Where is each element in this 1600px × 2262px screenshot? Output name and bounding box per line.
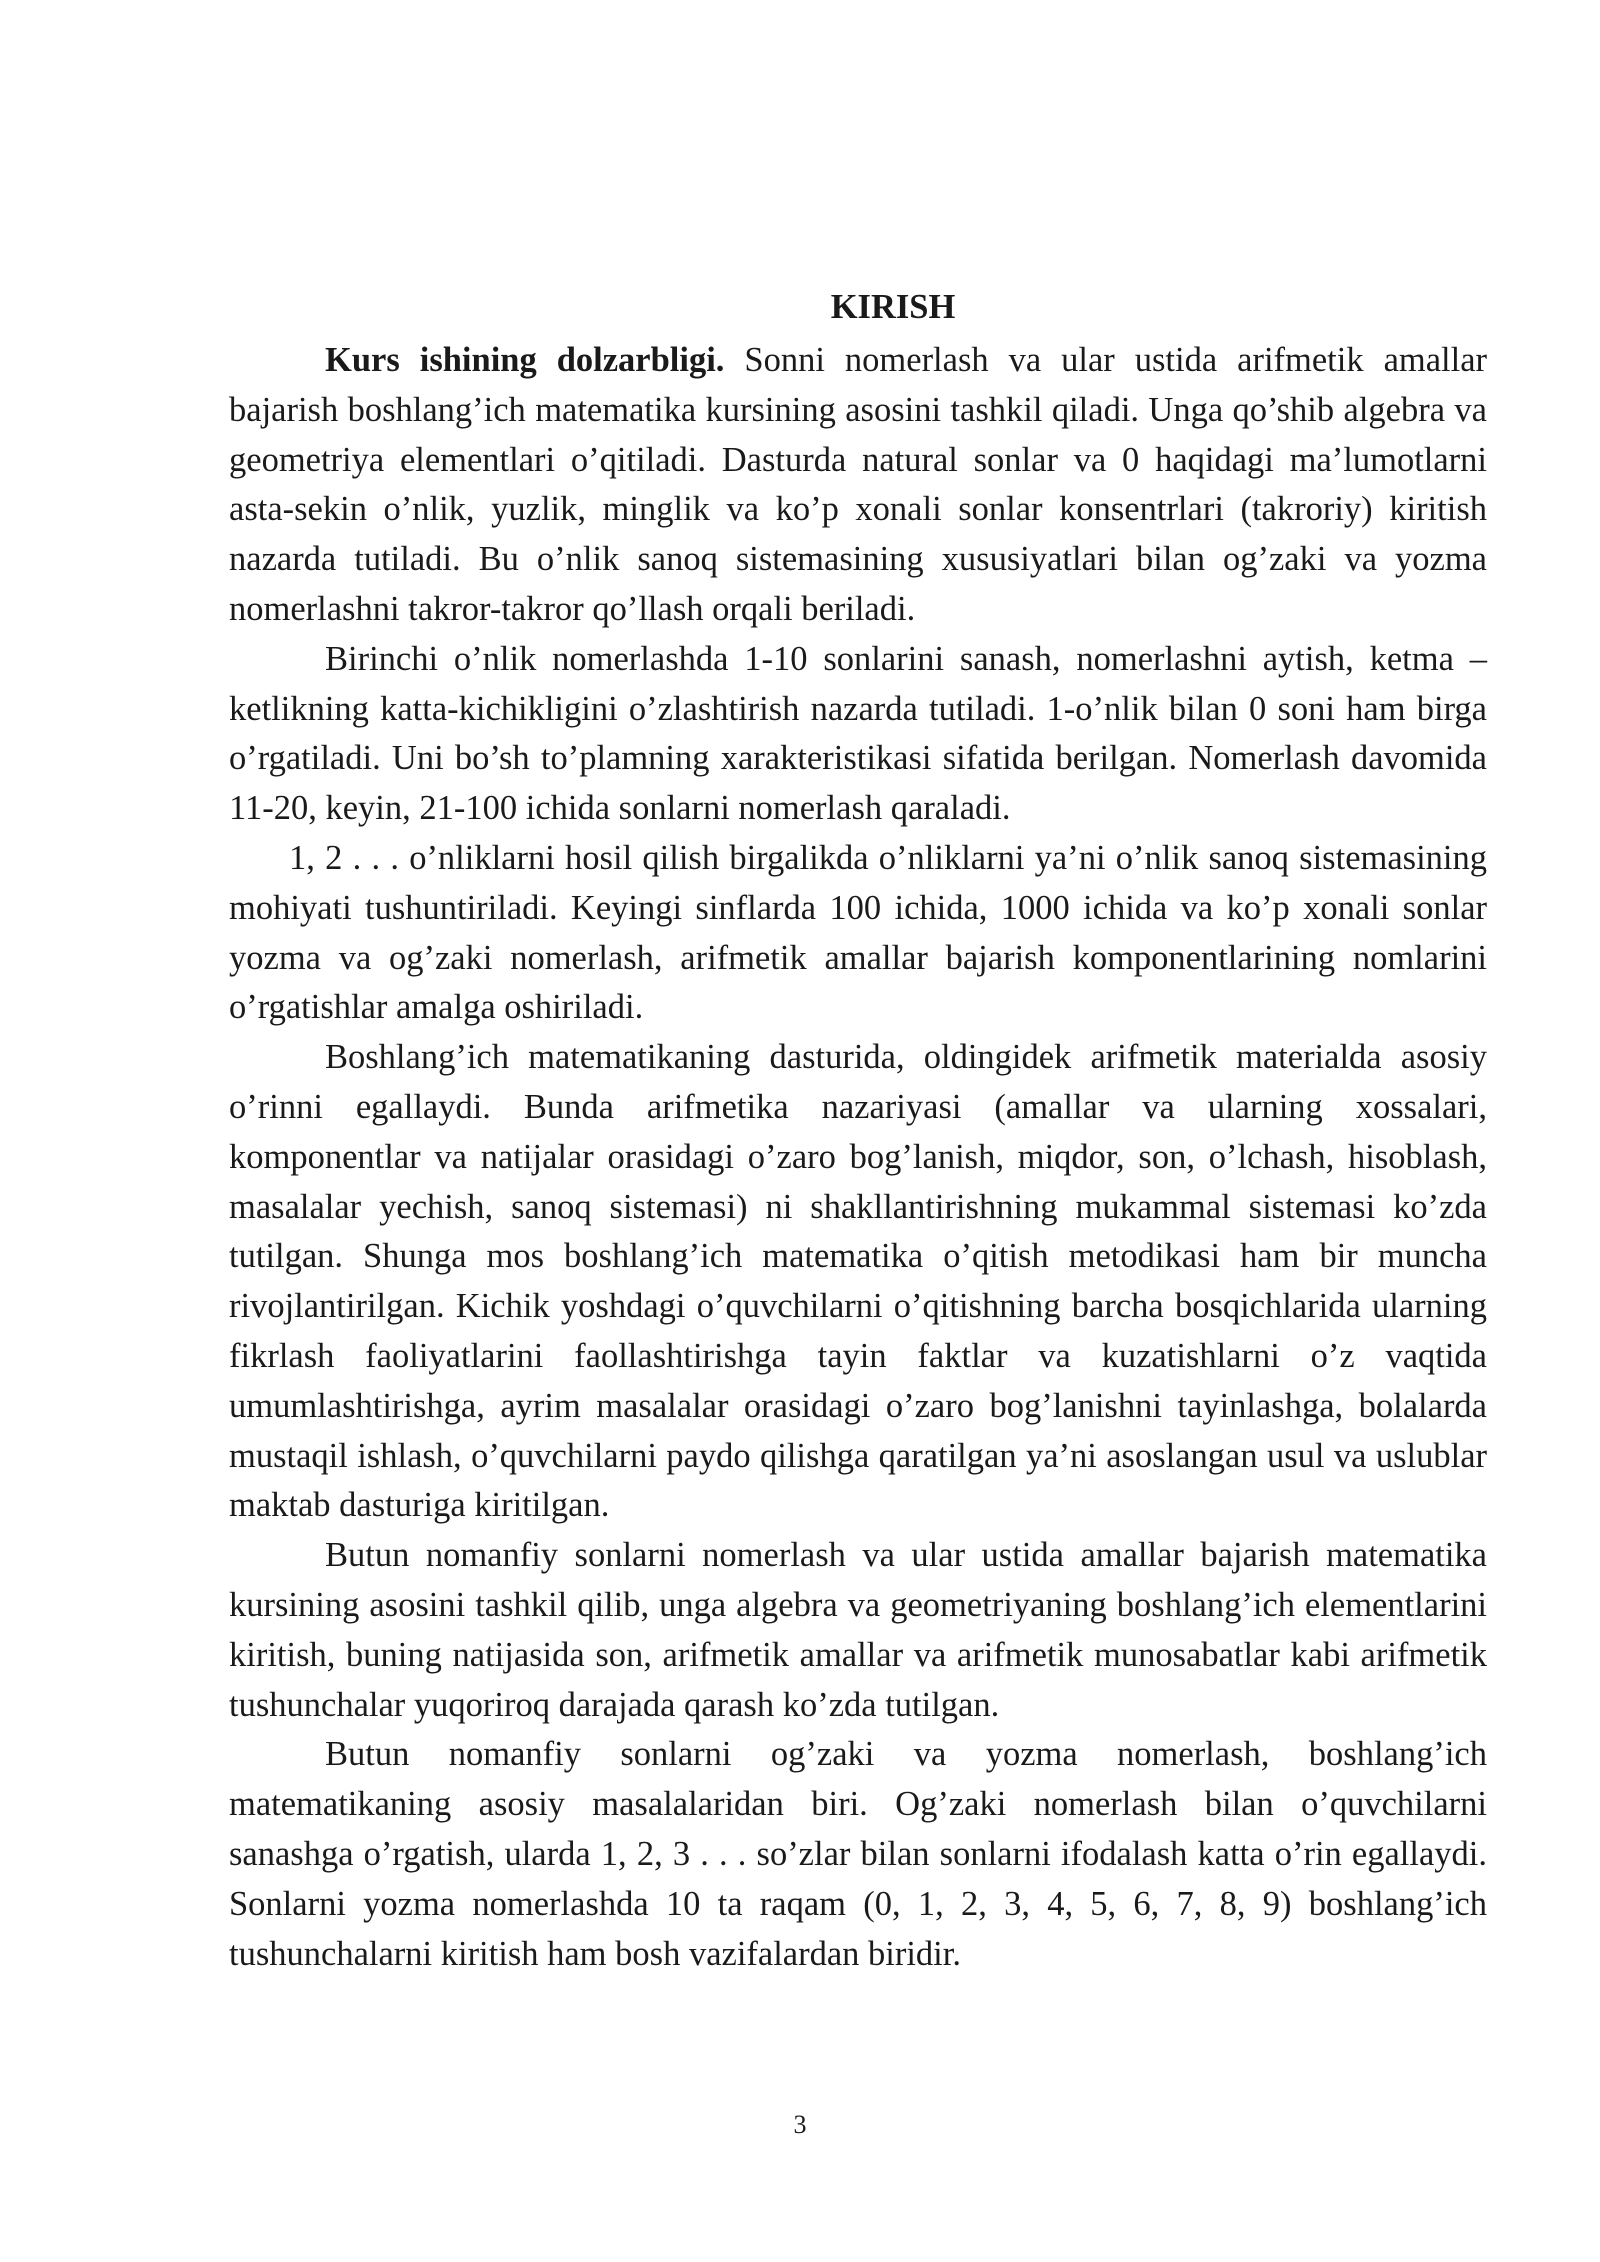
paragraph-first-ten — [229, 635, 1487, 834]
paragraph-program — [229, 1033, 1487, 1531]
paragraph-text: Butun nomanfiy sonlarni nomerlash va ular ustida amallar bajarish matematika kursining asosini tashkil qilib, unga algebra va geometriyaning boshlang’ich elementlarini kiritish, buning natijasida son, arifmetik amallar va arifmetik munosabatlar kabi arifmetik tushunchalar yuqoriroq darajada qarash ko’zda tutilgan. — [229, 1536, 1487, 1724]
paragraph-lead: Kurs ishining dolzarbligi. — [325, 341, 725, 379]
paragraph-text: Sonni nomerlash va ular ustida arifmetik amallar bajarish boshlang’ich matematika kursining asosini tashkil qiladi. Unga qo’shib algebra va geometriya elementlari o’qitiladi. Dasturda natural sonlar va 0 haqidagi ma’lumotlarni asta-sekin o’nlik, yuzlik, minglik va ko’p xonali sonlar konsentrlari (takroriy) kiritish nazarda tutiladi. Bu o’nlik sanoq sistemasining xususiyatlari bilan og’zaki va yozma nomerlashni takror-takror qo’llash orqali beriladi. — [229, 341, 1487, 628]
document-body — [229, 278, 1487, 1979]
paragraph-text: Birinchi o’nlik nomerlashda 1-10 sonlarini sanash, nomerlashni aytish, ketma – ketlikning katta-kichikligini o’zlashtirish nazarda tutiladi. 1-o’nlik bilan 0 soni ham birga o’rgatiladi. Uni bo’sh to’plamning xarakteristikasi sifatida berilgan. Nomerlash davomida 11-20, keyin, 21-100 ichida sonlarni nomerlash qaraladi. — [229, 639, 1487, 828]
paragraph-nonnegative — [229, 1531, 1487, 1730]
paragraph-text: Butun nomanfiy sonlarni og’zaki va yozma nomerlash, boshlang’ich matematikaning asosiy masalalaridan biri. Og’zaki nomerlash bilan o’quvchilarni sanashga o’rgatish, ularda 1, 2, 3 . . . so’zlar bilan sonlarni ifodalash katta o’rin egallaydi. Sonlarni yozma nomerlashda 10 ta raqam (0, 1, 2, 3, 4, 5, 6, 7, 8, 9) boshlang’ich tushunchalarni kiritish ham bosh vazifalardan biridir. — [229, 1735, 1487, 1973]
paragraph-numeration — [229, 1730, 1487, 1979]
paragraph-text: Boshlang’ich matematikaning dasturida, oldingidek arifmetik materialda asosiy o’rinni egallaydi. Bunda arifmetika nazariyasi (amallar va ularning xossalari, komponentlar va natijalar orasidagi o’zaro bog’lanish, miqdor, son, o’lchash, hisoblash, masalalar yechish, sanoq sistemasi) ni shakllantirishning mukammal sistemasi ko’zda tutilgan. Shunga mos boshlang’ich matematika o’qitish metodikasi ham bir muncha rivojlantirilgan. Kichik yoshdagi o’quvchilarni o’qitishning barcha bosqichlarida ularning fikrlash faoliyatlarini faollashtirishga tayin faktlar va kuzatishlarni o’z vaqtida umumlashtirishga, ayrim masalalar orasidagi o’zaro bog’lanishni tayinlashga, bolalarda mustaqil ishlash, o’quvchilarni paydo qilishga qaratilgan ya’ni asoslangan usul va uslublar maktab dasturiga kiritilgan. — [229, 1038, 1487, 1525]
paragraph-tens — [229, 834, 1487, 1033]
page-number: 3 — [793, 2110, 807, 2139]
section-heading: KIRISH — [830, 288, 956, 326]
paragraph-relevance — [229, 336, 1487, 635]
paragraph-text: 1, 2 . . . o’nliklarni hosil qilish birgalikda o’nliklarni ya’ni o’nlik sanoq sistemasining mohiyati tushuntiriladi. Keyingi sinflarda 100 ichida, 1000 ichida va ko’p xonali sonlar yozma va og’zaki nomerlash, arifmetik amallar bajarish komponentlarining nomlarini o’rgatishlar amalga oshiriladi. — [229, 838, 1487, 1027]
